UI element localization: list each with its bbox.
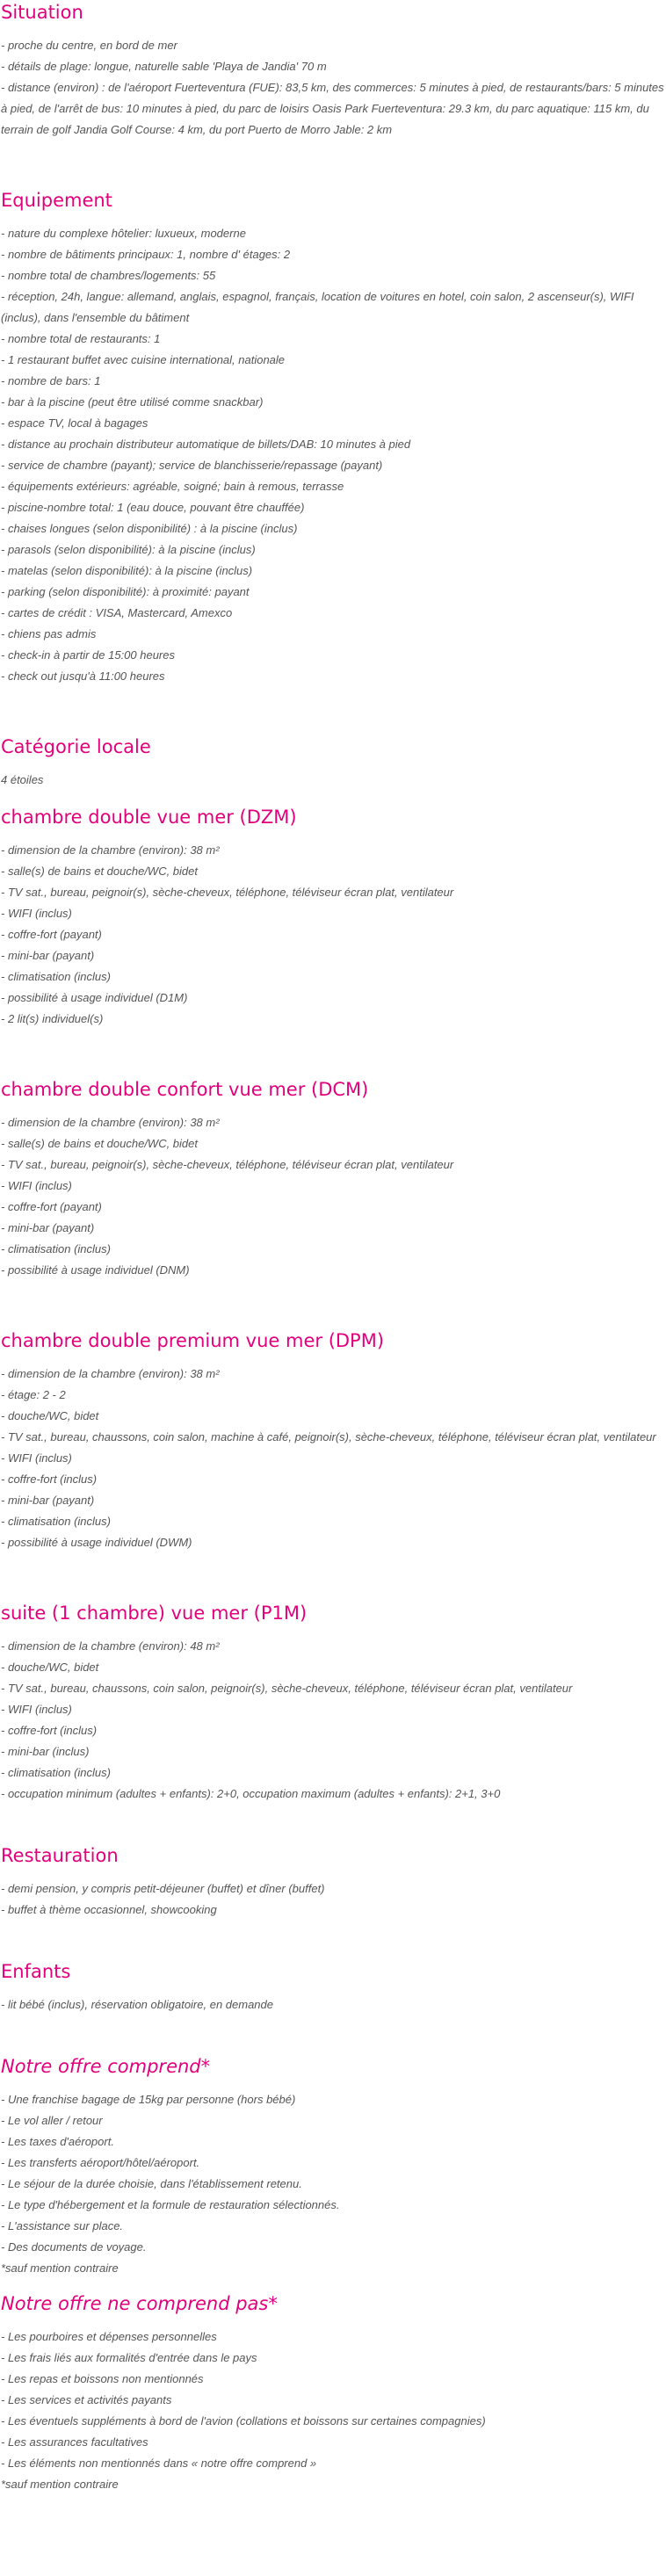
list-item: - TV sat., bureau, peignoir(s), sèche-cheveux, téléphone, téléviseur écran plat, ventilateur <box>1 1158 454 1171</box>
section-enfants <box>1 1959 665 2054</box>
list-item: 4 étoiles <box>1 773 44 786</box>
section-title-categorie: Catégorie locale <box>1 736 151 757</box>
list-item: - coffre-fort (inclus) <box>1 1724 98 1737</box>
list-item: - possibilité à usage individuel (D1M) <box>1 991 188 1004</box>
list-item: - Les services et activités payants <box>1 2393 172 2406</box>
section-title-offre-ne-comprend-pas: Notre offre ne comprend pas* <box>1 2293 278 2314</box>
list-item: - mini-bar (payant) <box>1 1221 95 1234</box>
list-item: - check-in à partir de 15:00 heures <box>1 648 175 662</box>
list-item: - service de chambre (payant); service de blanchisserie/repassage (payant) <box>1 459 383 472</box>
list-item: - chaises longues (selon disponibilité) : à la piscine (inclus) <box>1 522 298 535</box>
list-item: - coffre-fort (payant) <box>1 928 102 941</box>
list-item: - piscine-nombre total: 1 (eau douce, pouvant être chauffée) <box>1 501 305 514</box>
list-item: - Le séjour de la durée choisie, dans l'établissement retenu. <box>1 2177 302 2190</box>
section-title-dpm: chambre double premium vue mer (DPM) <box>1 1330 385 1351</box>
list-item: - 2 lit(s) individuel(s) <box>1 1012 104 1025</box>
section-lines-dcm <box>1 1112 665 1281</box>
section-title-dzm: chambre double vue mer (DZM) <box>1 807 297 828</box>
section-spacer <box>1 1281 665 1328</box>
list-item: - mini-bar (payant) <box>1 1494 95 1507</box>
list-item: - distance au prochain distributeur automatique de billets/DAB: 10 minutes à pied <box>1 438 411 451</box>
list-item: - Les repas et boissons non mentionnés <box>1 2372 204 2385</box>
list-item: - Les assurances facultatives <box>1 2435 148 2449</box>
list-item: - salle(s) de bains et douche/WC, bidet <box>1 1137 198 1150</box>
section-title-restauration: Restauration <box>1 1845 119 1866</box>
list-item: - buffet à thème occasionnel, showcooking <box>1 1903 217 1916</box>
list-item: - possibilité à usage individuel (DNM) <box>1 1263 190 1277</box>
list-item: *sauf mention contraire <box>1 2261 119 2275</box>
list-item: - coffre-fort (inclus) <box>1 1473 98 1486</box>
list-item: - climatisation (inclus) <box>1 970 111 983</box>
list-item: - climatisation (inclus) <box>1 1515 111 1528</box>
list-item: - matelas (selon disponibilité): à la piscine (inclus) <box>1 564 253 577</box>
list-item: - WIFI (inclus) <box>1 907 72 920</box>
list-item: - Les pourboires et dépenses personnelles <box>1 2330 217 2343</box>
section-dcm <box>1 1077 665 1328</box>
section-dzm <box>1 805 665 1077</box>
section-spacer <box>1 2279 665 2291</box>
list-item: - 1 restaurant buffet avec cuisine international, nationale <box>1 353 286 366</box>
list-item: - dimension de la chambre (environ): 38 m² <box>1 1367 220 1380</box>
section-offre-ne-comprend-pas <box>1 2291 665 2495</box>
list-item: - parasols (selon disponibilité): à la piscine (inclus) <box>1 543 256 556</box>
list-item: - TV sat., bureau, peignoir(s), sèche-cheveux, téléphone, téléviseur écran plat, ventilateur <box>1 886 454 899</box>
section-spacer <box>1 791 665 805</box>
list-item: - dimension de la chambre (environ): 48 m² <box>1 1639 220 1653</box>
section-spacer <box>1 1921 665 1959</box>
list-item: - TV sat., bureau, chaussons, coin salon, peignoir(s), sèche-cheveux, téléphone, téléviseur écran plat, ventilateur <box>1 1682 573 1695</box>
list-item: - dimension de la chambre (environ): 38 m² <box>1 1116 220 1129</box>
list-item: - demi pension, y compris petit-déjeuner (buffet) et dîner (buffet) <box>1 1882 325 1895</box>
list-item: - Une franchise bagage de 15kg par personne (hors bébé) <box>1 2093 296 2106</box>
list-item: - TV sat., bureau, chaussons, coin salon, machine à café, peignoir(s), sèche-cheveux, téléphone, téléviseur écran plat, ventilateur <box>1 1430 656 1444</box>
list-item: - Des documents de voyage. <box>1 2240 147 2254</box>
section-lines-enfants <box>1 1994 665 2015</box>
list-item: - Les taxes d'aéroport. <box>1 2135 114 2148</box>
list-item: - nombre de bâtiments principaux: 1, nombre d' étages: 2 <box>1 248 291 261</box>
list-item: - WIFI (inclus) <box>1 1703 72 1716</box>
list-item: - Les éventuels suppléments à bord de l'avion (collations et boissons sur certaines compagnies) <box>1 2414 486 2428</box>
list-item: - cartes de crédit : VISA, Mastercard, Amexco <box>1 606 233 619</box>
section-title-situation: Situation <box>1 2 83 23</box>
list-item: - Les frais liés aux formalités d'entrée dans le pays <box>1 2351 257 2364</box>
list-item: - espace TV, local à bagages <box>1 416 148 430</box>
section-restauration <box>1 1843 665 1959</box>
list-item: - L'assistance sur place. <box>1 2219 124 2232</box>
list-item: - bar à la piscine (peut être utilisé comme snackbar) <box>1 395 264 409</box>
section-offre-comprend <box>1 2054 665 2291</box>
section-lines-restauration <box>1 1878 665 1921</box>
list-item: - dimension de la chambre (environ): 38 m² <box>1 843 220 857</box>
list-item: - climatisation (inclus) <box>1 1766 111 1779</box>
section-spacer <box>1 1553 665 1601</box>
list-item: - douche/WC, bidet <box>1 1661 99 1674</box>
list-item: - chiens pas admis <box>1 627 97 640</box>
list-item: - Le vol aller / retour <box>1 2114 103 2127</box>
list-item: - mini-bar (payant) <box>1 949 95 962</box>
list-item: - nature du complexe hôtelier: luxueux, moderne <box>1 227 246 240</box>
section-categorie <box>1 734 665 805</box>
list-item: - salle(s) de bains et douche/WC, bidet <box>1 865 198 878</box>
list-item: - douche/WC, bidet <box>1 1409 99 1422</box>
section-spacer <box>1 687 665 734</box>
section-lines-p1m <box>1 1636 665 1805</box>
list-item: - proche du centre, en bord de mer <box>1 39 177 52</box>
list-item: - détails de plage: longue, naturelle sable 'Playa de Jandia' 70 m <box>1 60 327 73</box>
list-item: - équipements extérieurs: agréable, soigné; bain à remous, terrasse <box>1 480 344 493</box>
section-lines-dzm <box>1 840 665 1030</box>
section-dpm <box>1 1328 665 1601</box>
list-item: - climatisation (inclus) <box>1 1242 111 1255</box>
section-lines-dpm <box>1 1364 665 1553</box>
section-lines-situation <box>1 35 665 141</box>
list-item: - Les éléments non mentionnés dans « notre offre comprend » <box>1 2457 317 2470</box>
list-item: - distance (environ) : de l'aéroport Fuerteventura (FUE): 83,5 km, des commerces: 5 minutes à pied, de restaurants/bars: 5 minutes à pied, de l'arrêt de bus: 10 minutes à pied, du parc de loisirs Oasis Park Fuerteventura: 29.3 km, du parc aquatique: 115 km, du terrain de golf Jandia Golf Course: 4 km, du port Puerto de Morro Jable: 2 km <box>1 81 664 136</box>
list-item: - check out jusqu'à 11:00 heures <box>1 669 165 683</box>
section-equipement <box>1 188 665 734</box>
section-situation <box>1 0 665 188</box>
list-item: - nombre total de restaurants: 1 <box>1 332 161 345</box>
list-item: - possibilité à usage individuel (DWM) <box>1 1536 192 1549</box>
list-item: - nombre total de chambres/logements: 55 <box>1 269 216 282</box>
list-item: - lit bébé (inclus), réservation obligatoire, en demande <box>1 1998 274 2011</box>
section-lines-categorie <box>1 770 665 791</box>
list-item: - occupation minimum (adultes + enfants): 2+0, occupation maximum (adultes + enfants): 2+1, 3+0 <box>1 1787 501 1800</box>
list-item: - Les transferts aéroport/hôtel/aéroport. <box>1 2156 200 2169</box>
section-spacer <box>1 141 665 188</box>
list-item: - mini-bar (inclus) <box>1 1745 90 1758</box>
section-lines-equipement <box>1 223 665 687</box>
list-item: - réception, 24h, langue: allemand, anglais, espagnol, français, location de voitures en hotel, coin salon, 2 ascenseur(s), WIFI (inclus), dans l'ensemble du bâtiment <box>1 290 634 324</box>
section-title-offre-comprend: Notre offre comprend* <box>1 2056 211 2077</box>
section-title-equipement: Equipement <box>1 190 112 211</box>
section-spacer <box>1 1805 665 1843</box>
list-item: - WIFI (inclus) <box>1 1179 72 1192</box>
section-spacer <box>1 1030 665 1077</box>
section-lines-offre-ne-comprend-pas <box>1 2326 665 2495</box>
list-item: - Le type d'hébergement et la formule de restauration sélectionnés. <box>1 2198 340 2211</box>
section-lines-offre-comprend <box>1 2089 665 2279</box>
list-item: - étage: 2 - 2 <box>1 1388 66 1401</box>
section-title-p1m: suite (1 chambre) vue mer (P1M) <box>1 1603 308 1624</box>
list-item: - coffre-fort (payant) <box>1 1200 102 1213</box>
section-title-dcm: chambre double confort vue mer (DCM) <box>1 1079 369 1100</box>
list-item: - parking (selon disponibilité): à proximité: payant <box>1 585 250 598</box>
section-p1m <box>1 1601 665 1843</box>
list-item: *sauf mention contraire <box>1 2478 119 2491</box>
section-title-enfants: Enfants <box>1 1961 71 1982</box>
list-item: - nombre de bars: 1 <box>1 374 101 387</box>
list-item: - WIFI (inclus) <box>1 1451 72 1465</box>
section-spacer <box>1 2015 665 2054</box>
